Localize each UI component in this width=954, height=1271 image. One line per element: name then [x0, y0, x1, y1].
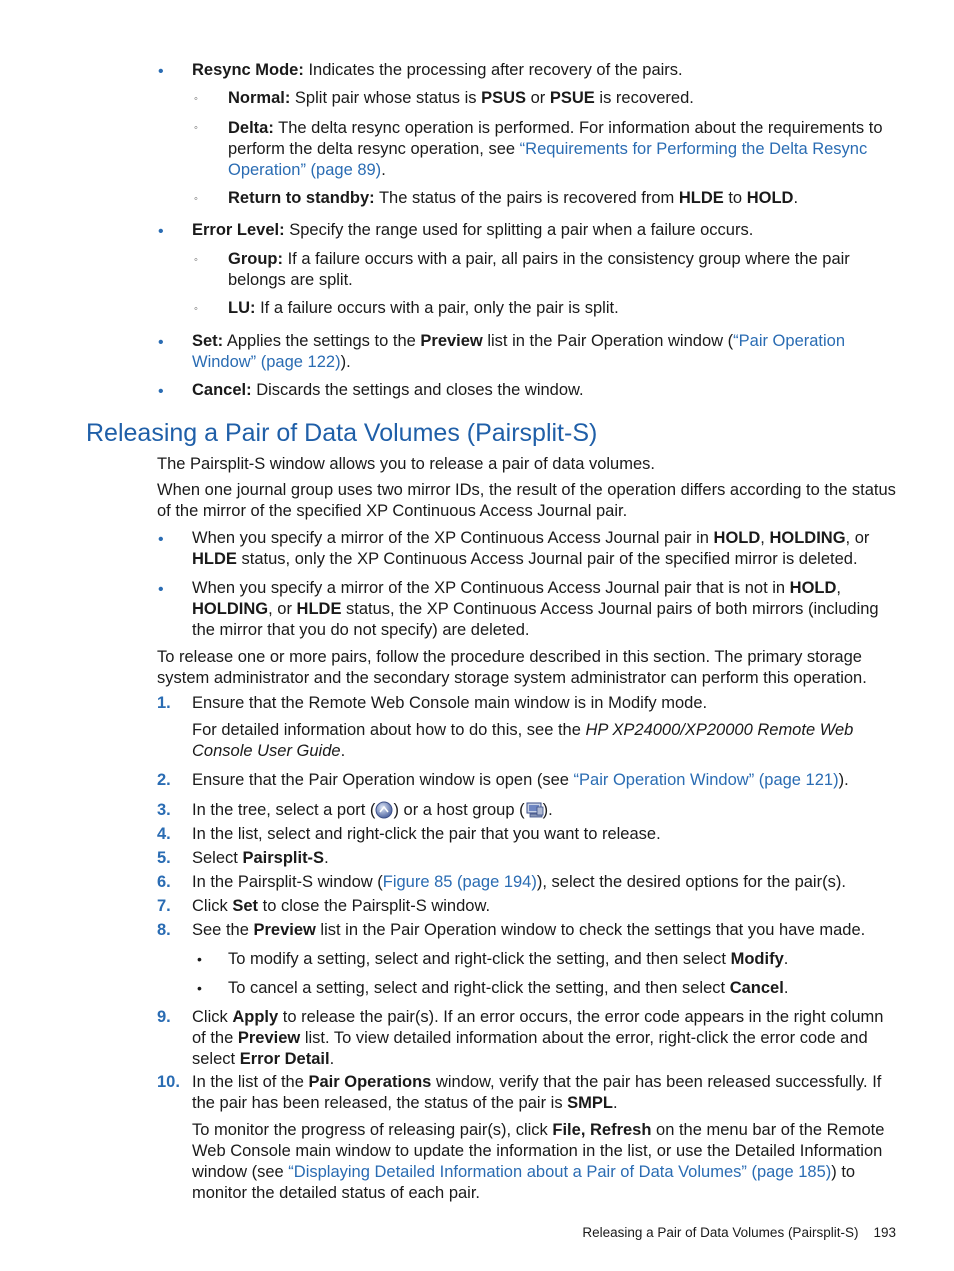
sub-bullet: ◦ — [194, 193, 198, 205]
step-1-detail: For detailed information about how to do this, see the HP XP24000/XP20000 Remote Web Console User Guide. — [192, 721, 854, 760]
sub-bullet: ◦ — [194, 122, 198, 134]
lu-item: LU: If a failure occurs with a pair, only the pair is split. — [228, 299, 619, 317]
step-number: 4. — [157, 825, 171, 843]
step-7: Click Set to close the Pairsplit-S window. — [192, 897, 491, 915]
hold-bullet-2: When you specify a mirror of the XP Continuous Access Journal pair that is not in HOLD, HOLDING, or HLDE status, the XP Continuous Access Journal pairs of both mirrors (including the mirror that you do not specify) are deleted. — [192, 579, 879, 639]
step-1: Ensure that the Remote Web Console main window is in Modify mode. — [192, 694, 708, 712]
step-number: 6. — [157, 873, 171, 891]
sub-bullet: ◦ — [194, 303, 198, 315]
port-icon — [375, 801, 393, 819]
delta-item: Delta: The delta resync operation is performed. For information about the requirements to perform the delta resync operation, see “Requirements for Performing the Delta Resync Operation” (page 89). — [228, 119, 883, 179]
footer-title: Releasing a Pair of Data Volumes (Pairsplit-S) — [582, 1225, 859, 1240]
step-number: 2. — [157, 771, 171, 789]
step-number: 5. — [157, 849, 171, 867]
hold-bullet-1: When you specify a mirror of the XP Continuous Access Journal pair in HOLD, HOLDING, or HLDE status, only the XP Continuous Access Journal pair of the specified mirror is deleted. — [192, 529, 870, 568]
bullet: • — [158, 383, 164, 400]
step-4: In the list, select and right-click the pair that you want to release. — [192, 825, 661, 843]
cancel-item: Cancel: Discards the settings and closes the window. — [192, 381, 584, 399]
bullet: • — [197, 980, 202, 996]
step-number: 9. — [157, 1008, 171, 1026]
step-9: Click Apply to release the pair(s). If an error occurs, the error code appears in the right column of the Preview list. To view detailed information about the error, right-click the error code and select Error Detail. — [192, 1008, 884, 1068]
page-number: 193 — [873, 1225, 896, 1240]
step-number: 7. — [157, 897, 171, 915]
step-2: Ensure that the Pair Operation window is open (see “Pair Operation Window” (page 121)). — [192, 771, 849, 789]
bullet: • — [197, 951, 202, 967]
step-10: In the list of the Pair Operations window, verify that the pair has been released successfully. If the pair has been released, the status of the pair is SMPL. — [192, 1073, 882, 1112]
step-number: 8. — [157, 921, 171, 939]
normal-item: Normal: Split pair whose status is PSUS or PSUE is recovered. — [228, 89, 694, 107]
set-item: Set: Applies the settings to the Preview list in the Pair Operation window (“Pair Operation Window” (page 122)). — [192, 332, 846, 371]
bullet: • — [158, 581, 164, 598]
term: Resync Mode: — [192, 61, 304, 79]
section-heading: Releasing a Pair of Data Volumes (Pairsplit-S) — [86, 419, 598, 447]
sub-bullet: ◦ — [194, 254, 198, 266]
section-intro: The Pairsplit-S window allows you to release a pair of data volumes. — [157, 455, 655, 473]
step-number: 10. — [157, 1073, 180, 1091]
sub-bullet: ◦ — [194, 93, 198, 105]
host-group-icon — [525, 801, 543, 819]
resync-mode-item: Resync Mode: Indicates the processing after recovery of the pairs. — [192, 61, 683, 79]
bullet: • — [158, 531, 164, 548]
step-number: 1. — [157, 694, 171, 712]
step-number: 3. — [157, 801, 171, 819]
pair-operation-window-link[interactable]: “Pair Operation Window” (page 122) — [192, 332, 846, 371]
step-8-cancel: To cancel a setting, select and right-click the setting, and then select Cancel. — [228, 979, 789, 997]
step-6: In the Pairsplit-S window (Figure 85 (page 194)), select the desired options for the pair(s). — [192, 873, 846, 891]
group-item: Group: If a failure occurs with a pair, all pairs in the consistency group where the pair belongs are split. — [228, 250, 850, 289]
step-10-monitor: To monitor the progress of releasing pair(s), click File, Refresh on the menu bar of the Remote Web Console main window to update the information in the list, or use the Detailed Information window (see “Displaying Detailed Information about a Pair of Data Volumes” (page 185)) to monitor the detailed status of each pair. — [192, 1121, 885, 1202]
figure-85-link[interactable]: Figure 85 (page 194) — [382, 873, 537, 891]
section-paragraph: When one journal group uses two mirror IDs, the result of the operation differs according to the status of the mirror of the specified XP Continuous Access Journal pair. — [157, 481, 896, 520]
bullet: • — [158, 63, 164, 80]
delta-requirements-link[interactable]: “Requirements for Performing the Delta Resync Operation” (page 89) — [228, 140, 868, 179]
step-8: See the Preview list in the Pair Operation window to check the settings that you have made. — [192, 921, 866, 939]
step-8-modify: To modify a setting, select and right-click the setting, and then select Modify. — [228, 950, 789, 968]
return-to-standby-item: Return to standby: The status of the pairs is recovered from HLDE to HOLD. — [228, 189, 799, 207]
detailed-information-link[interactable]: “Displaying Detailed Information about a Pair of Data Volumes” (page 185) — [288, 1163, 832, 1181]
bullet: • — [158, 334, 164, 351]
page-footer — [560, 1222, 896, 1243]
step-3: In the tree, select a port ( ) or a host group ( ). — [192, 801, 553, 819]
bullet: • — [158, 223, 164, 240]
procedure-intro: To release one or more pairs, follow the procedure described in this section. The primary storage system administrator and the secondary storage system administrator can perform this operation. — [157, 648, 867, 687]
step-5: Select Pairsplit-S. — [192, 849, 329, 867]
error-level-item: Error Level: Specify the range used for splitting a pair when a failure occurs. — [192, 221, 754, 239]
pair-operation-window-link[interactable]: “Pair Operation Window” (page 121) — [573, 771, 839, 789]
